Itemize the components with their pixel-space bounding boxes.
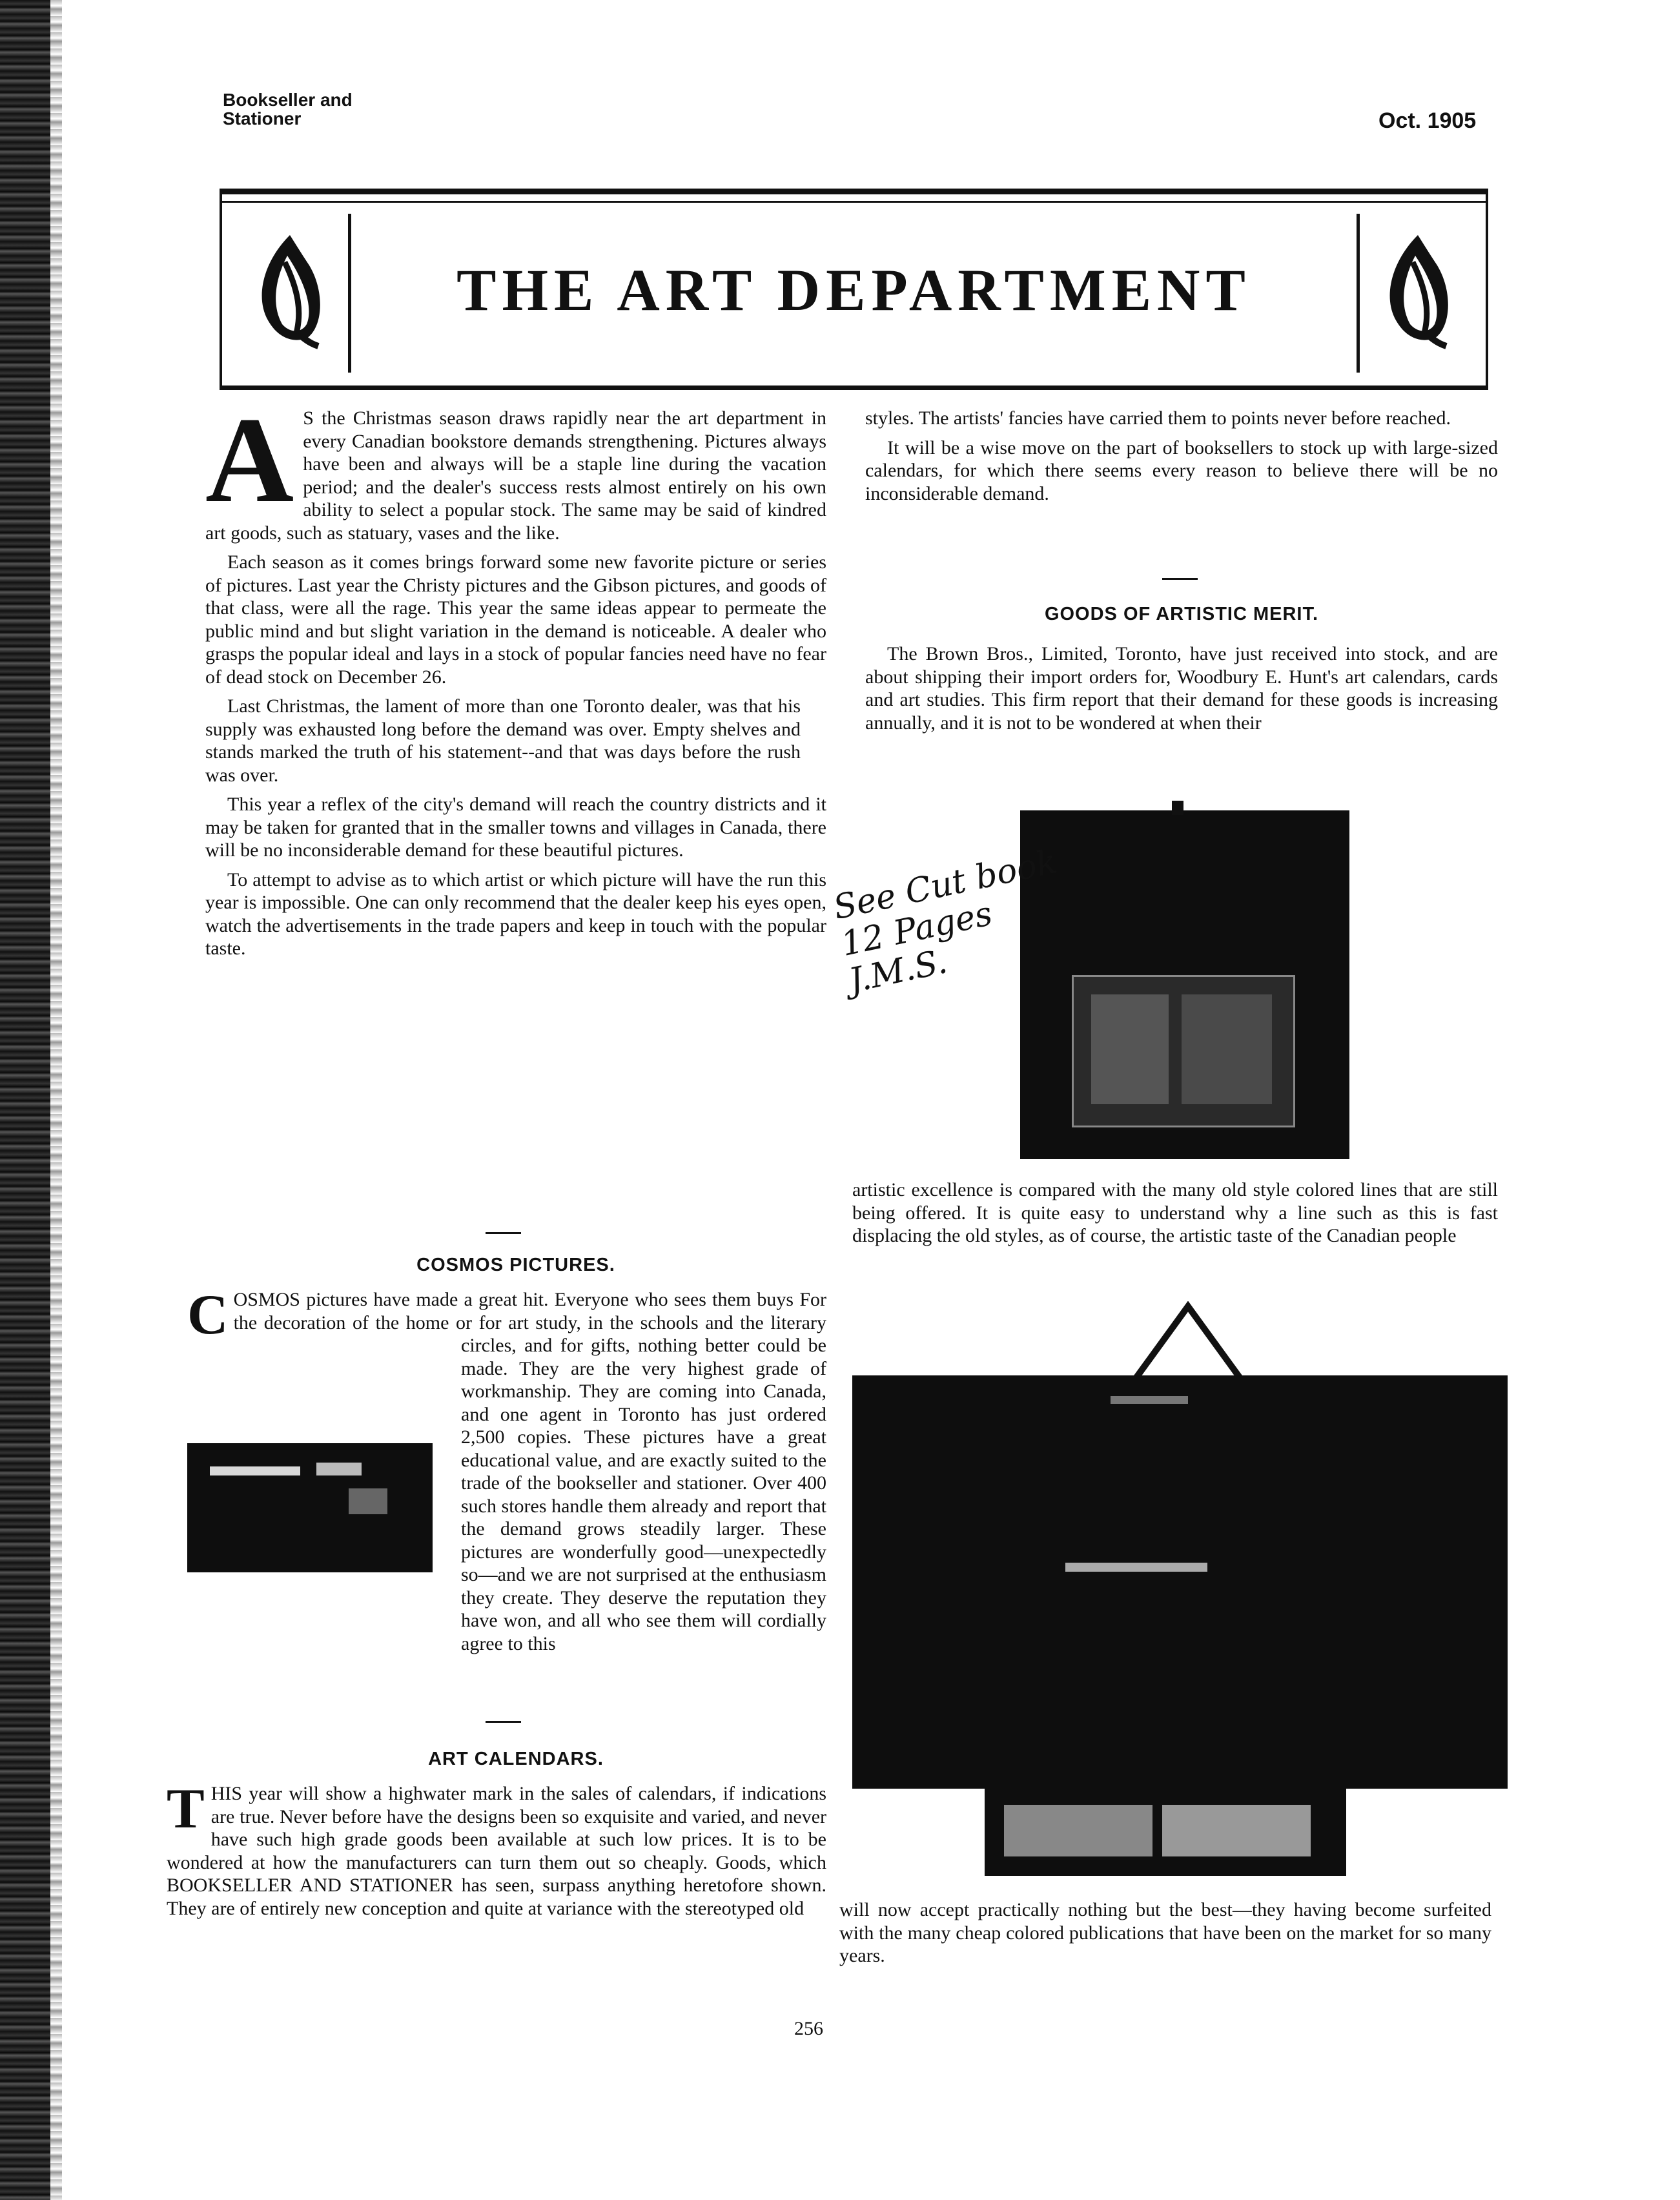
section-separator	[486, 1232, 521, 1234]
publication-name	[223, 90, 353, 128]
page-title: THE ART DEPARTMENT	[456, 257, 1251, 323]
goods-article-continued	[852, 1178, 1498, 1254]
page-number: 256	[794, 2018, 823, 2039]
leaf-ornament-icon	[251, 230, 329, 349]
goods-article-start	[865, 643, 1498, 741]
intro-paragraph-5: To attempt to advise as to which artist or which picture will have the run this year is impossible. One can only recommend that the dealer keep his eyes open, watch the advertisements in the trade papers and keep in touch with the popular taste.	[205, 869, 826, 959]
calendar-strip	[1162, 1805, 1311, 1856]
intro-paragraph-4: This year a reflex of the city's demand will reach the country districts and it may be taken for granted that in the smaller towns and villages in Canada, there will be no inconsiderable demand for these beautiful pictures.	[205, 794, 826, 861]
image-highlight	[210, 1466, 300, 1475]
intro-paragraph-2: Each season as it comes brings forward some new favorite picture or series of pictures. Last year the Christy pictures and the Gibson pictures, and goods of that class, were all the rage. This year the same ideas appear to permeate the public mind and but slight variation in the demand is noticeable. A dealer who grasps the popular ideal and lays in a stock of popular fancies need have no fear of dead stock on December 26.	[205, 551, 826, 688]
banner-right-divider	[1357, 214, 1360, 373]
right-paragraph-2: It will be a wise move on the part of booksellers to stock up with large-sized calendars, for which there seems every reason to believe there will be no inconsiderable demand.	[865, 437, 1498, 504]
goods-heading: GOODS OF ARTISTIC MERIT.	[1044, 604, 1319, 624]
scan-edge-shadow	[0, 0, 50, 2200]
issue-date: Oct. 1905	[1378, 108, 1477, 133]
publication-name-line2: Stationer	[223, 108, 302, 129]
handwritten-annotation: See Cut book 12 Pages J.M.S.	[830, 842, 1061, 1001]
hanger-tab	[1172, 801, 1183, 815]
dropcap-t: T	[167, 1778, 205, 1840]
section-banner	[220, 189, 1488, 390]
right-paragraph-1: styles. The artists' fancies have carried them to points never before reached.	[865, 407, 1451, 429]
calendars-heading: ART CALENDARS.	[428, 1749, 604, 1769]
calendar-page-right	[1182, 994, 1272, 1104]
publication-name-line1: Bookseller and	[223, 90, 353, 110]
cosmos-paragraph-text: OSMOS pictures have made a great hit. Everyone who sees them buys For the decoration of the home or for art study, in the schools and the literary circles, and for gifts, nothing better could be made. They are the very highest grade of workmanship. They are coming into Canada, and one agent in Toronto has just ordered 2,500 copies. These pictures have a great educational value, and are exactly suited to the trade of the bookseller and stationer. Over 400 such stores handle them already and report that the demand grows steadily larger. These pictures are wonderfully good—unexpectedly so—and we are not surprised at the enthusiasm they create. They deserve the reputation they have won, and all who see them will cordially agree to this	[233, 1289, 826, 1654]
scan-edge-highlight	[50, 0, 62, 2200]
calendar-page-left	[1091, 994, 1169, 1104]
section-separator	[1162, 578, 1198, 580]
goods-paragraph-1: The Brown Bros., Limited, Toronto, have just received into stock, and are about shipping their import orders for, Woodbury E. Hunt's art calendars, cards and art studies. This firm report that their demand for these goods is increasing annually, and it is not to be wondered at when their	[865, 643, 1498, 734]
intro-article	[205, 393, 826, 967]
cosmos-picture-image	[187, 1443, 433, 1572]
calendars-article	[167, 1778, 826, 1926]
calendar-strip	[1004, 1805, 1152, 1856]
goods-article-end	[839, 1898, 1491, 1974]
dropcap-a: A	[205, 393, 294, 528]
intro-paragraph-3: Last Christmas, the lament of more than one Toronto dealer, was that his supply was exhausted long before the demand was over. Empty shelves and stands marked the truth of his statement--and that was days before the rush was over.	[205, 695, 801, 786]
cosmos-heading: COSMOS PICTURES.	[416, 1255, 615, 1275]
calendar-hanger-cord	[1127, 1301, 1249, 1385]
right-column-top	[865, 407, 1498, 511]
image-highlight	[1065, 1563, 1207, 1572]
section-separator	[486, 1721, 521, 1723]
banner-left-divider	[348, 214, 351, 373]
cosmos-image-float-space	[187, 1579, 446, 1708]
leaf-ornament-icon	[1379, 230, 1457, 349]
calendar-image-1	[1020, 810, 1349, 1159]
banner-top-rule	[222, 201, 1486, 203]
goods-paragraph-3: will now accept practically nothing but the best—they having become surfeited with the many cheap colored publications that have been on the market for so many years.	[839, 1899, 1491, 1966]
intro-paragraph-1	[205, 393, 826, 544]
intro-paragraph-1-text: S the Christmas season draws rapidly near the art department in every Canadian bookstore demands strengthening. Pictures always have been and always will be a staple line during the vacation period; and the dealer's success rests almost entirely on his own ability to select a popular stock. The same may be said of kindred art goods, such as statuary, vases and the like.	[205, 407, 826, 544]
image-highlight	[316, 1463, 362, 1475]
goods-paragraph-2: artistic excellence is compared with the many old style colored lines that are still being offered. It is quite easy to understand why a line such as this is fast displacing the old styles, as of course, the artistic taste of the Canadian people	[852, 1179, 1498, 1246]
calendar-image-2	[852, 1375, 1508, 1789]
calendar-image-3	[985, 1782, 1346, 1876]
calendars-paragraph	[167, 1778, 826, 1920]
image-shade	[349, 1488, 387, 1514]
dropcap-c: C	[187, 1284, 229, 1346]
image-highlight	[1111, 1396, 1188, 1404]
calendars-paragraph-text: HIS year will show a highwater mark in the sales of calendars, if indications are true. Never before have the designs been so exquisite and varied, and never have such high grade goods been available at such low prices. It is to be wondered at how the manufacturers can turn them out so cheaply. Goods, which BOOKSELLER AND STATIONER has seen, surpass anything heretofore shown. They are of entirely new conception and quite at variance with the stereotyped old	[167, 1783, 826, 1919]
